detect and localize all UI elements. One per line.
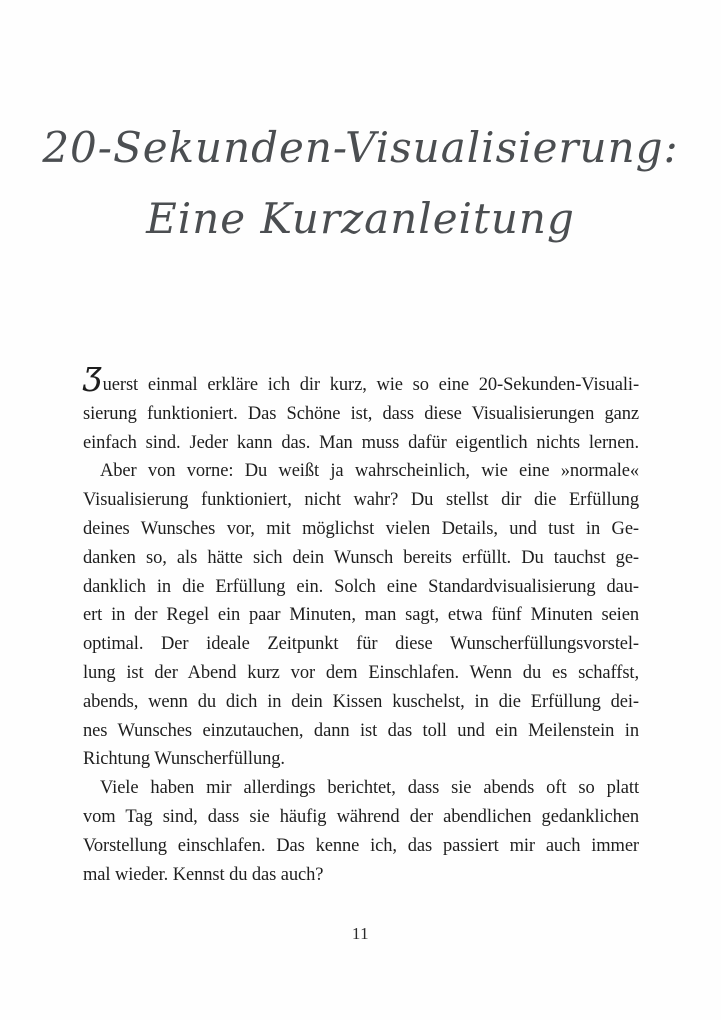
line-text: lung ist der Abend kurz vor dem Einschlafen. Wenn du es schaffst, (83, 662, 639, 683)
chapter-title-line-2: Eine Kurzanleitung (146, 194, 575, 243)
text-line (83, 774, 639, 803)
line-text: Viele haben mir allerdings berichtet, dass sie abends oft so platt (100, 778, 639, 799)
line-text: Vorstellung einschlafen. Das kenne ich, das passiert mir auch immer (83, 835, 639, 856)
text-line (83, 515, 639, 544)
text-line (83, 717, 639, 746)
line-text: Visualisierung funktioniert, nicht wahr? Du stellst dir die Erfüllung (83, 490, 639, 511)
text-line (83, 400, 639, 429)
line-text: abends, wenn du dich in dein Kissen kuschelst, in die Erfüllung dei- (83, 691, 639, 712)
paragraph (83, 457, 639, 774)
text-line (83, 457, 639, 486)
line-text: nes Wunsches einzutauchen, dann ist das toll und ein Meilenstein in (83, 720, 639, 741)
text-line (83, 803, 639, 832)
line-text: ert in der Regel ein paar Minuten, man sagt, etwa fünf Minuten seien (83, 605, 639, 626)
line-text: optimal. Der ideale Zeitpunkt für diese Wunscherfüllungsvorstel- (83, 634, 639, 655)
text-line (83, 745, 639, 774)
text-line (83, 544, 639, 573)
text-line (83, 630, 639, 659)
paragraph (83, 360, 639, 457)
line-text: vom Tag sind, dass sie häufig während der abendlichen gedanklichen (83, 806, 639, 827)
text-line (83, 601, 639, 630)
page-number: 11 (351, 924, 370, 943)
line-text: einfach sind. Jeder kann das. Man muss dafür eigentlich nichts lernen. (83, 432, 639, 453)
text-line (83, 360, 639, 400)
line-text: deines Wunsches vor, mit möglichst vielen Details, und tust in Ge- (83, 518, 639, 539)
text-line (83, 573, 639, 602)
line-text: mal wieder. Kennst du das auch? (83, 864, 324, 885)
body-text (83, 360, 639, 889)
line-text: Aber von vorne: Du weißt ja wahrscheinlich, wie eine »normale« (100, 461, 639, 482)
text-line (83, 486, 639, 515)
text-line (83, 861, 639, 890)
text-line (83, 429, 639, 458)
chapter-title-line-1: 20-Sekunden-Visualisierung: (42, 123, 679, 172)
text-line (83, 688, 639, 717)
chapter-title (0, 112, 721, 254)
line-text: danken so, als hätte sich dein Wunsch bereits erfüllt. Du tauchst ge- (83, 547, 639, 568)
text-line (83, 659, 639, 688)
paragraph (83, 774, 639, 889)
drop-cap-initial: Ʒ (83, 360, 102, 399)
line-text: sierung funktioniert. Das Schöne ist, dass diese Visualisierungen ganz (83, 403, 639, 424)
line-text: uerst einmal erkläre ich dir kurz, wie so eine 20-Sekunden-Visuali- (102, 375, 639, 395)
text-line (83, 832, 639, 861)
line-text: danklich in die Erfüllung ein. Solch eine Standardvisualisierung dau- (83, 576, 639, 597)
line-text: Richtung Wunscherfüllung. (83, 749, 285, 770)
